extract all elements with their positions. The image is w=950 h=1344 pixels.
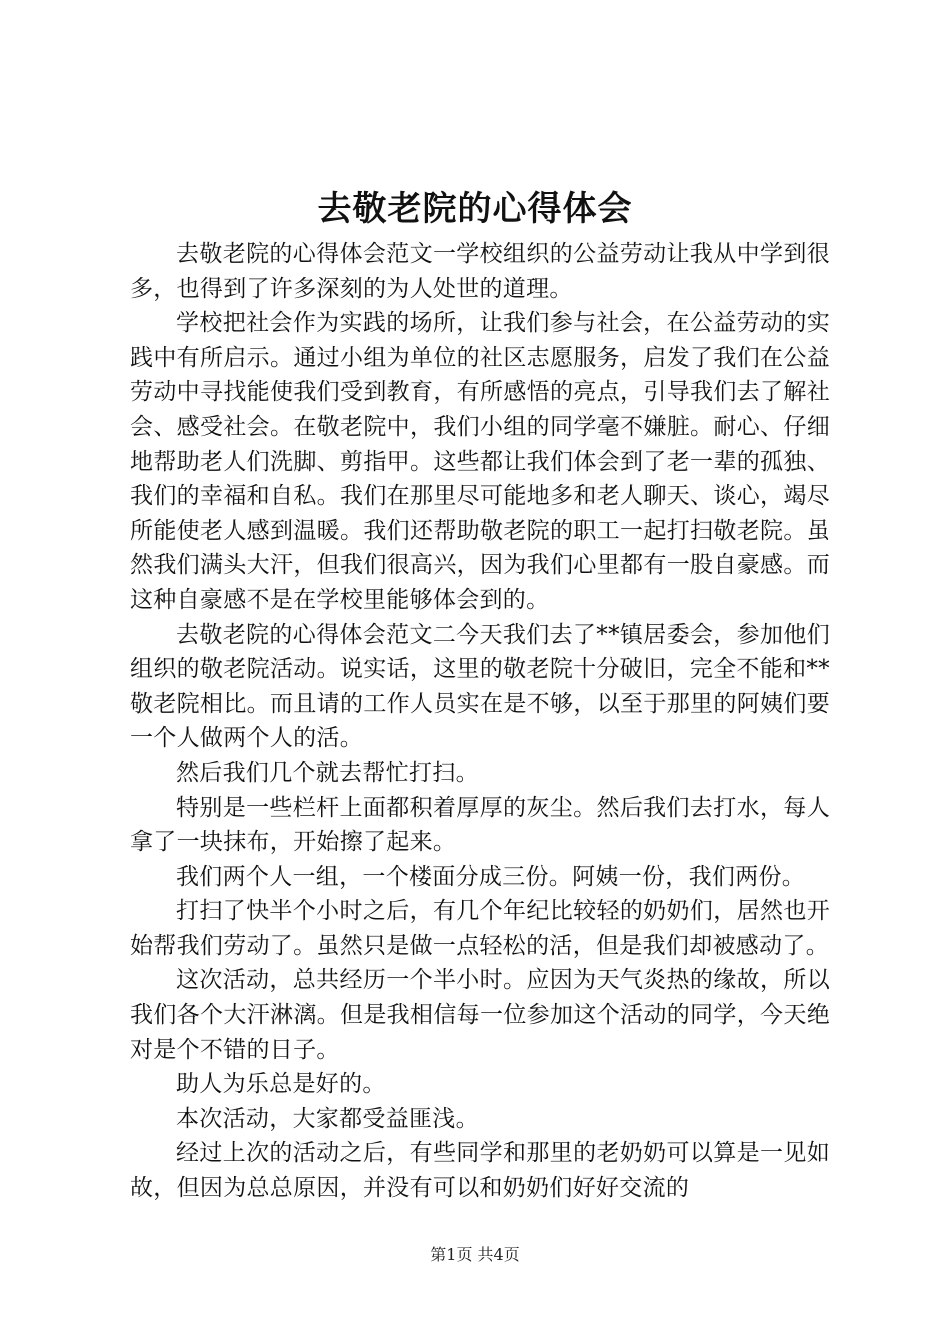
page-number-footer: 第1页 共4页 [430,1245,520,1264]
paragraph: 本次活动，大家都受益匪浅。 [176,1105,479,1132]
paragraph: 经过上次的活动之后，有些同学和那里的老奶奶可以算是一见如故，但因为总总原因，并没有可以和奶奶们好好交流的 [130,1140,830,1202]
paragraph: 我们两个人一组，一个楼面分成三份。阿姨一份，我们两份。 [176,863,806,890]
paragraph: 特别是一些栏杆上面都积着厚厚的灰尘。然后我们去打水，每人拿了一块抹布，开始擦了起来。 [130,794,830,856]
document-title: 去敬老院的心得体会 [317,189,633,229]
paragraph: 这次活动，总共经历一个半小时。应因为天气炎热的缘故，所以我们各个大汗淋漓。但是我相信每一位参加这个活动的同学，今天绝对是个不错的日子。 [130,967,830,1063]
paragraph: 学校把社会作为实践的场所，让我们参与社会，在公益劳动的实践中有所启示。通过小组为单位的社区志愿服务，启发了我们在公益劳动中寻找能使我们受到教育，有所感悟的亮点，引导我们去了解社会、感受社会。在敬老院中，我们小组的同学毫不嫌脏。耐心、仔细地帮助老人们洗脚、剪指甲。这些都让我们体会到了老一辈的孤独、我们的幸福和自私。我们在那里尽可能地多和老人聊天、谈心，竭尽所能使老人感到温暖。我们还帮助敬老院的职工一起打扫敬老院。虽然我们满头大汗，但我们很高兴，因为我们心里都有一股自豪感。而这种自豪感不是在学校里能够体会到的。 [130,310,830,613]
paragraph: 打扫了快半个小时之后，有几个年纪比较轻的奶奶们，居然也开始帮我们劳动了。虽然只是做一点轻松的活，但是我们却被感动了。 [130,898,830,959]
paragraph: 助人为乐总是好的。 [176,1071,386,1098]
document-body [130,237,830,1206]
paragraph: 然后我们几个就去帮忙打扫。 [176,759,479,786]
paragraph: 去敬老院的心得体会范文二今天我们去了**镇居委会，参加他们组织的敬老院活动。说实话，这里的敬老院十分破旧，完全不能和**敬老院相比。而且请的工作人员实在是不够，以至于那里的阿姨们要一个人做两个人的活。 [130,621,830,752]
paragraph: 去敬老院的心得体会范文一学校组织的公益劳动让我从中学到很多，也得到了许多深刻的为人处世的道理。 [130,241,830,302]
